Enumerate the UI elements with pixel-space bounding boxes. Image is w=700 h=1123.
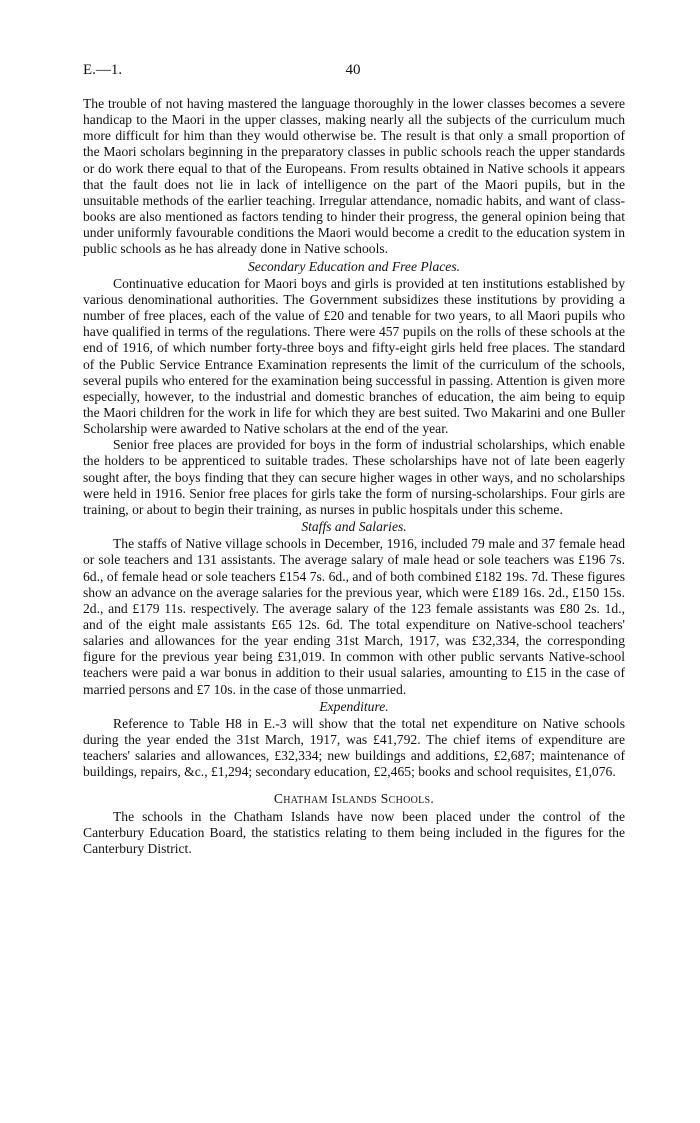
heading-staffs-salaries: Staffs and Salaries. (301, 519, 407, 535)
expenditure-paragraph: Reference to Table H8 in E.-3 will show that the total net expenditure on Native schools during the year ended the 31st March, 1917, was £41,792. The chief items of expenditure are teachers' salaries and allowances, £32,334; new buildings and additions, £2,687; maintenance of buildings, repairs, &c., £1,294; secondary education, £2,465; books and school requisites, £1,076. (83, 715, 625, 780)
heading-secondary-education: Secondary Education and Free Places. (247, 258, 461, 274)
staffs-paragraph: The staffs of Native village schools in December, 1916, included 79 male and 37 female head or sole teachers and 131 assistants. The average salary of male head or sole teachers was £196 7s. 6d., of female head or sole teachers £154 7s. 6d., and of both combined £182 19s. 7d. These figures show an advance on the average salaries for the previous year, which were £189 16s. 2d., £150 15s. 2d., and £179 11s. respectively. The average salary of the 123 female assistants was £80 2s. 1d., and of the eight male assistants £65 12s. 6d. The total expenditure on Native-school teachers' salaries and allowances for the year ending 31st March, 1917, was £32,334, the corresponding figure for the previous year being £31,019. In common with other public servants Native-school teachers were paid a war bonus in addition to their usual salaries, amounting to £15 in the case of married persons and £7 10s. in the case of those unmarried. (83, 536, 625, 697)
chatham-paragraph: The schools in the Chatham Islands have now been placed under the control of the Canterbury Education Board, the statistics relating to them being included in the figures for the Canterbury District. (83, 808, 625, 857)
page-header (83, 62, 623, 82)
heading-expenditure: Expenditure. (319, 698, 389, 714)
page-body (83, 96, 625, 857)
document-reference: E.—1. (83, 62, 123, 78)
secondary-paragraph-1: Continuative education for Maori boys and girls is provided at ten institutions established by various denominational authorities. The Government subsidizes these institutions by providing a number of free places, each of the value of £20 and tenable for two years, to all Maori pupils who have qualified in terms of the regulations. There were 457 pupils on the rolls of these schools at the end of 1916, of which number forty-three boys and fifty-eight girls held free places. The standard of the Public Service Entrance Examination represents the limit of the curriculum of the schools, several pupils who entered for the examination being successful in passing. Attention is given more especially, however, to the industrial and domestic branches of education, the aim being to equip the Maori children for the work in life for which they are best suited. Two Makarini and one Buller Scholarship were awarded to Native scholars at the end of the year. (83, 275, 625, 437)
secondary-paragraph-2: Senior free places are provided for boys in the form of industrial scholarships, which enable the holders to be apprenticed to suitable trades. These scholarships have not of late been eagerly sought after, the boys finding that they can secure higher wages in other ways, and no scholarships were held in 1916. Senior free places for girls take the form of nursing-scholarships. Four girls are training, or about to begin their training, as nurses in public hospitals under this scheme. (83, 437, 625, 517)
intro-paragraph: The trouble of not having mastered the language thoroughly in the lower classes becomes a severe handicap to the Maori in the upper classes, making nearly all the subjects of the curriculum much more difficult for him than they would otherwise be. The result is that only a small proportion of the Maori scholars beginning in the preparatory classes in public schools reach the upper standards or do work there equal to that of the Europeans. From results obtained in Native schools it appears that the fault does not lie in lack of intelligence on the part of the Maori pupils, but in the unsuitable methods of the earlier teaching. Irregular attendance, nomadic habits, and want of class-books are also mentioned as factors tending to hinder their progress, the general opinion being that under uniformly favourable conditions the Maori would become a credit to the education system in public schools as he has already done in Native schools. (83, 96, 625, 257)
page-number: 40 (345, 62, 361, 78)
heading-chatham-islands: Chatham Islands Schools. (273, 790, 435, 806)
